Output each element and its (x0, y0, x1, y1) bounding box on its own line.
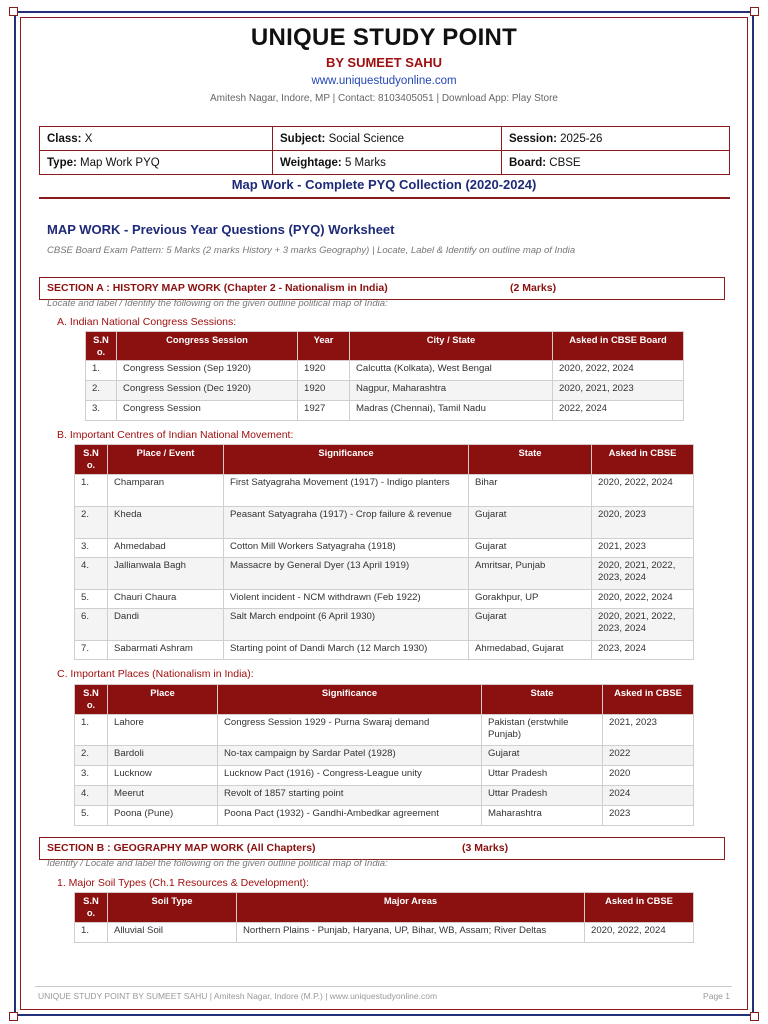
column-header: Significance (218, 685, 482, 715)
table-cell: 5. (75, 806, 108, 826)
info-board: Board: CBSE (502, 151, 730, 175)
column-header: Year (298, 332, 350, 361)
table-cell: Alluvial Soil (108, 923, 237, 943)
table-cell: Sabarmati Ashram (108, 641, 224, 660)
table-cell: 2020, 2022, 2024 (592, 590, 694, 609)
table-cell: Chauri Chaura (108, 590, 224, 609)
table-cell: 1. (75, 475, 108, 507)
table-cell: Madras (Chennai), Tamil Nadu (350, 401, 553, 421)
table-a-heading: A. Indian National Congress Sessions: (57, 316, 237, 328)
column-header: S.N o. (86, 332, 117, 361)
table-cell: 2022, 2024 (553, 401, 684, 421)
table-cell: Salt March endpoint (6 April 1930) (224, 609, 469, 641)
table-cell: 2020, 2022, 2024 (592, 475, 694, 507)
important-places-table (74, 684, 694, 826)
table-row (75, 475, 694, 507)
table-cell: 2024 (603, 786, 694, 806)
table-row (86, 361, 684, 381)
table-cell: Poona (Pune) (108, 806, 218, 826)
section-b-title: SECTION B : GEOGRAPHY MAP WORK (All Chapters) (47, 842, 316, 854)
column-header: Asked in CBSE (585, 893, 694, 923)
contact-line: Amitesh Nagar, Indore, MP | Contact: 8103405051 | Download App: Play Store (210, 93, 558, 104)
table-cell: Champaran (108, 475, 224, 507)
table-cell: Starting point of Dandi March (12 March 1930) (224, 641, 469, 660)
table-b-heading: B. Important Centres of Indian National Movement: (57, 429, 294, 441)
section-b-marks: (3 Marks) (462, 842, 509, 854)
table-cell: 1. (75, 923, 108, 943)
section-a-title: SECTION A : HISTORY MAP WORK (Chapter 2 - Nationalism in India) (47, 282, 388, 294)
table-cell: Massacre by General Dyer (13 April 1919) (224, 558, 469, 590)
section-a-marks: (2 Marks) (510, 282, 557, 294)
table-cell: Ahmedabad (108, 539, 224, 558)
info-subject: Subject: Social Science (273, 127, 502, 151)
column-header: Soil Type (108, 893, 237, 923)
column-header: Significance (224, 445, 469, 475)
table-cell: 2. (75, 507, 108, 539)
table-cell: First Satyagraha Movement (1917) - Indigo planters (224, 475, 469, 507)
table-cell: 2022 (603, 746, 694, 766)
column-header: Place (108, 685, 218, 715)
table-cell: Congress Session (Dec 1920) (117, 381, 298, 401)
column-header: S.N o. (75, 685, 108, 715)
table-cell: 5. (75, 590, 108, 609)
table-row (75, 923, 694, 943)
congress-sessions-table (85, 331, 684, 421)
table-row (75, 507, 694, 539)
table-cell: 1927 (298, 401, 350, 421)
table-cell: Gujarat (469, 507, 592, 539)
collection-heading: Map Work - Complete PYQ Collection (2020-2024) (231, 177, 537, 192)
section-a-note: Locate and label / Identify the following on the given outline political map of India: (47, 298, 388, 309)
table-header-row (86, 332, 684, 361)
table-cell: Uttar Pradesh (482, 786, 603, 806)
table-cell: Jallianwala Bagh (108, 558, 224, 590)
section-b-note: Identify / Locate and label the following on the given outline political map of India: (47, 858, 388, 869)
website-link[interactable]: www.uniquestudyonline.com (311, 75, 457, 87)
table-cell: 2023 (603, 806, 694, 826)
divider (39, 197, 730, 199)
column-header: Congress Session (117, 332, 298, 361)
author-subtitle: BY SUMEET SAHU (325, 55, 443, 70)
table-cell: 7. (75, 641, 108, 660)
table-cell: Revolt of 1857 starting point (218, 786, 482, 806)
table-cell: Meerut (108, 786, 218, 806)
corner-ornament (750, 7, 759, 16)
info-type: Type: Map Work PYQ (40, 151, 273, 175)
table-cell: 6. (75, 609, 108, 641)
table-row (75, 786, 694, 806)
table-c-heading: C. Important Places (Nationalism in India): (57, 668, 254, 680)
info-class: Class: X (40, 127, 273, 151)
table-cell: Violent incident - NCM withdrawn (Feb 1922) (224, 590, 469, 609)
table-cell: 2020, 2021, 2023 (553, 381, 684, 401)
section-b-header (39, 837, 725, 860)
table-cell: Bardoli (108, 746, 218, 766)
footer-divider (35, 986, 732, 987)
table-cell: Uttar Pradesh (482, 766, 603, 786)
table-cell: 2023, 2024 (592, 641, 694, 660)
table-row (75, 641, 694, 660)
document-header (0, 24, 768, 104)
document-info-table (39, 126, 730, 175)
table-cell: 1. (75, 715, 108, 746)
table-cell: Bihar (469, 475, 592, 507)
table-header-row (75, 445, 694, 475)
footer-text: UNIQUE STUDY POINT BY SUMEET SAHU | Amitesh Nagar, Indore (M.P.) | www.uniquestudyonline.com (38, 991, 438, 1001)
table-cell: 1920 (298, 361, 350, 381)
table-cell: 3. (75, 766, 108, 786)
column-header: State (469, 445, 592, 475)
soil-types-table (74, 892, 694, 943)
column-header: S.N o. (75, 893, 108, 923)
table-cell: 3. (86, 401, 117, 421)
table-row (86, 381, 684, 401)
table-cell: Dandi (108, 609, 224, 641)
table-cell: Lucknow Pact (1916) - Congress-League unity (218, 766, 482, 786)
column-header: S.N o. (75, 445, 108, 475)
page-number: Page 1 (703, 991, 730, 1001)
table-cell: Congress Session (117, 401, 298, 421)
column-header: Asked in CBSE (603, 685, 694, 715)
table-cell: Lucknow (108, 766, 218, 786)
table-cell: 4. (75, 558, 108, 590)
movement-centres-table (74, 444, 694, 660)
table-cell: 2020, 2022, 2024 (553, 361, 684, 381)
corner-ornament (9, 7, 18, 16)
table-cell: Kheda (108, 507, 224, 539)
column-header: Major Areas (237, 893, 585, 923)
table-cell: 2020, 2022, 2024 (585, 923, 694, 943)
table-cell: 4. (75, 786, 108, 806)
table-cell: Northern Plains - Punjab, Haryana, UP, Bihar, WB, Assam; River Deltas (237, 923, 585, 943)
column-header: State (482, 685, 603, 715)
table-cell: Gujarat (469, 539, 592, 558)
table-row (86, 401, 684, 421)
table-row (75, 806, 694, 826)
table-row (75, 539, 694, 558)
soil-table-heading: 1. Major Soil Types (Ch.1 Resources & Development): (57, 877, 309, 889)
table-cell: Pakistan (erstwhile Punjab) (482, 715, 603, 746)
table-row (75, 609, 694, 641)
table-row (75, 766, 694, 786)
corner-ornament (9, 1012, 18, 1021)
table-cell: Poona Pact (1932) - Gandhi-Ambedkar agreement (218, 806, 482, 826)
table-cell: 3. (75, 539, 108, 558)
column-header: Asked in CBSE Board (553, 332, 684, 361)
table-row (75, 558, 694, 590)
table-cell: Congress Session (Sep 1920) (117, 361, 298, 381)
table-cell: 2. (86, 381, 117, 401)
table-cell: Lahore (108, 715, 218, 746)
table-header-row (75, 685, 694, 715)
table-cell: Nagpur, Maharashtra (350, 381, 553, 401)
corner-ornament (750, 1012, 759, 1021)
table-cell: Maharashtra (482, 806, 603, 826)
column-header: City / State (350, 332, 553, 361)
table-cell: 2020, 2023 (592, 507, 694, 539)
table-row (75, 715, 694, 746)
table-header-row (75, 893, 694, 923)
table-cell: 2020, 2021, 2022, 2023, 2024 (592, 609, 694, 641)
table-cell: 2020, 2021, 2022, 2023, 2024 (592, 558, 694, 590)
info-weightage: Weightage: 5 Marks (273, 151, 502, 175)
table-cell: Calcutta (Kolkata), West Bengal (350, 361, 553, 381)
table-cell: Gorakhpur, UP (469, 590, 592, 609)
worksheet-title: MAP WORK - Previous Year Questions (PYQ) Worksheet (47, 222, 395, 237)
institute-title: UNIQUE STUDY POINT (250, 24, 518, 51)
info-session: Session: 2025-26 (502, 127, 730, 151)
table-cell: Gujarat (482, 746, 603, 766)
column-header: Place / Event (108, 445, 224, 475)
table-cell: Gujarat (469, 609, 592, 641)
table-cell: 2. (75, 746, 108, 766)
table-cell: Cotton Mill Workers Satyagraha (1918) (224, 539, 469, 558)
table-cell: Ahmedabad, Gujarat (469, 641, 592, 660)
table-cell: 2021, 2023 (603, 715, 694, 746)
table-row (75, 746, 694, 766)
table-cell: Peasant Satyagraha (1917) - Crop failure & revenue (224, 507, 469, 539)
table-cell: Congress Session 1929 - Purna Swaraj demand (218, 715, 482, 746)
column-header: Asked in CBSE (592, 445, 694, 475)
table-cell: 2020 (603, 766, 694, 786)
table-cell: 2021, 2023 (592, 539, 694, 558)
table-cell: 1. (86, 361, 117, 381)
worksheet-subtitle: CBSE Board Exam Pattern: 5 Marks (2 marks History + 3 marks Geography) | Locate, Label & Identify on outline map of India (47, 245, 576, 256)
table-cell: 1920 (298, 381, 350, 401)
table-cell: No-tax campaign by Sardar Patel (1928) (218, 746, 482, 766)
section-a-header (39, 277, 725, 300)
table-cell: Amritsar, Punjab (469, 558, 592, 590)
table-row (75, 590, 694, 609)
